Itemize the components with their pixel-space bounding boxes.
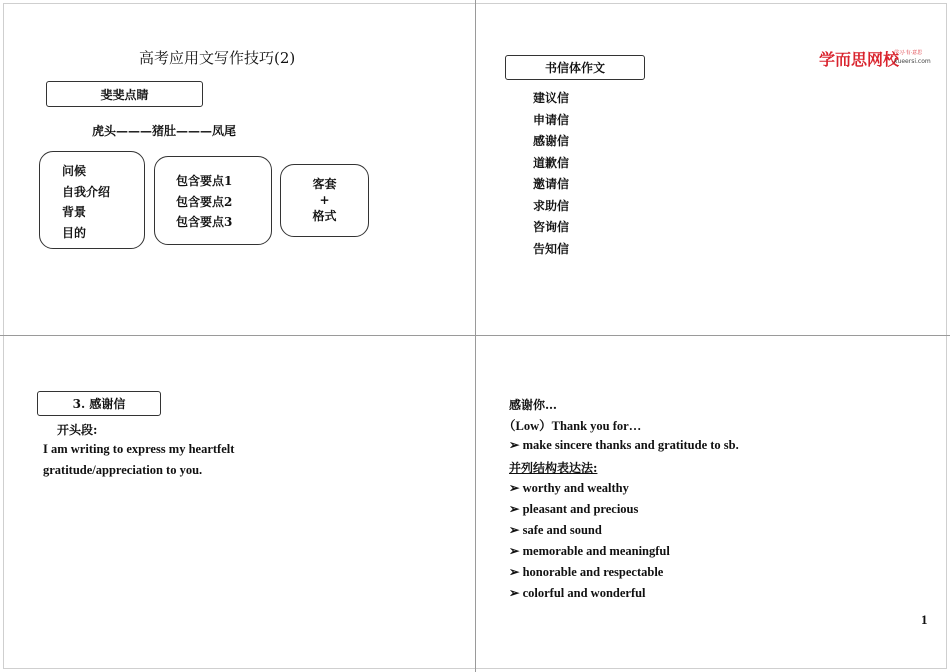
letter-type: 建议信 <box>533 91 570 105</box>
box-body-item: 包含要点3 <box>176 215 233 229</box>
box-body-item: 包含要点1 <box>176 174 233 188</box>
letter-type: 邀请信 <box>533 177 570 191</box>
box-head-item: 自我介绍 <box>62 184 111 199</box>
parallel-item: ➢ memorable and meaningful <box>509 544 670 558</box>
letter-type: 告知信 <box>533 241 570 256</box>
bullet-icon: ➢ <box>509 523 520 537</box>
box-tail <box>280 164 369 237</box>
slide-3-subhead: 开头段: <box>57 423 98 437</box>
structure-line: 虎头———猪肚———凤尾 <box>92 124 237 138</box>
phrase-item: ➢ make sincere thanks and gratitude to sb. <box>509 438 739 452</box>
slide-1-title: 高考应用文写作技巧(2) <box>139 49 296 67</box>
parallel-item: ➢ worthy and wealthy <box>509 481 629 495</box>
parallel-item: ➢ pleasant and precious <box>509 502 639 516</box>
letter-type: 求助信 <box>533 198 570 213</box>
bullet-icon: ➢ <box>509 544 520 558</box>
low-expression: （Low）Thank you for… <box>503 419 642 433</box>
box-head-item: 背景 <box>62 205 87 219</box>
page-number: 1 <box>921 612 928 627</box>
bullet-icon: ➢ <box>509 481 520 495</box>
slide-1-tag: 斐斐点睛 <box>46 81 203 107</box>
letter-type: 道歉信 <box>533 155 570 170</box>
opening-line-1: I am writing to express my heartfelt <box>43 442 235 456</box>
vertical-divider <box>475 0 476 672</box>
box-tail-item: 格式 <box>312 209 337 223</box>
box-head-item: 问候 <box>62 164 87 178</box>
letter-type: 感谢信 <box>533 134 570 148</box>
logo-tagline: 学习·有·意思 <box>894 50 923 56</box>
logo-url: xueersi.com <box>894 58 931 65</box>
opening-line-2: gratitude/appreciation to you. <box>43 463 203 477</box>
parallel-heading: 并列结构表达法: <box>509 461 598 475</box>
bullet-icon: ➢ <box>509 586 520 600</box>
letter-type: 申请信 <box>533 112 570 127</box>
parallel-item: ➢ honorable and respectable <box>509 565 664 579</box>
box-head-item: 目的 <box>62 225 87 240</box>
slide-3-tag: 3. 感谢信 <box>37 391 161 416</box>
box-head <box>39 151 145 249</box>
logo-text: 学而思网校 <box>819 50 900 69</box>
parallel-item: ➢ colorful and wonderful <box>509 586 646 600</box>
horizontal-divider <box>0 335 950 336</box>
box-tail-item: + <box>319 193 330 207</box>
bullet-icon: ➢ <box>509 565 520 579</box>
slide-2-tag: 书信体作文 <box>505 55 645 80</box>
bullet-icon: ➢ <box>509 502 520 516</box>
box-body-item: 包含要点2 <box>176 194 233 209</box>
slide-4-heading: 感谢你… <box>509 398 558 412</box>
bullet-icon: ➢ <box>509 438 520 452</box>
box-tail-item: 客套 <box>312 177 337 191</box>
parallel-item: ➢ safe and sound <box>509 523 602 537</box>
letter-type: 咨询信 <box>533 220 570 234</box>
box-body <box>154 156 272 245</box>
